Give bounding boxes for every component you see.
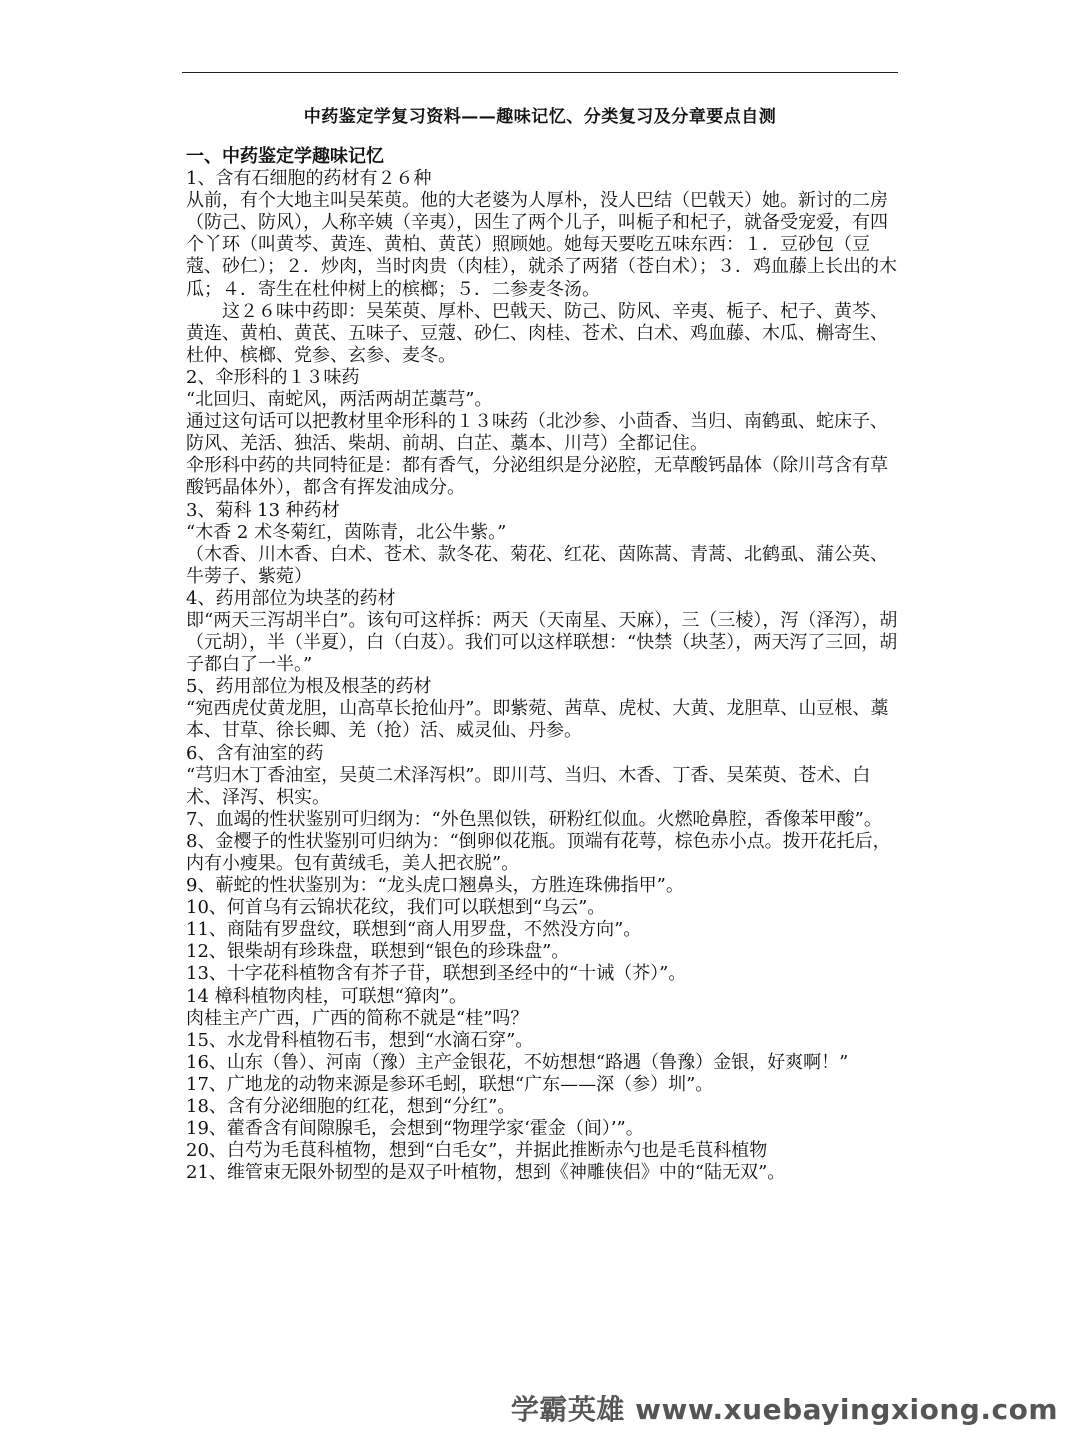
list-item: 8、金樱子的性状鉴别可归纳为：“倒卵似花瓶。顶端有花萼，棕色赤小点。拨开花托后，内有小瘦果。包有黄绒毛，美人把衣脱”。 [186,830,891,874]
list-item: 12、银柴胡有珍珠盘，联想到“银色的珍珠盘”。 [186,941,570,963]
list-item: 19、藿香含有间隙腺毛，会想到“物理学家‘霍金（间）’”。 [186,1118,644,1140]
list-item: 20、白芍为毛茛科植物，想到“白毛女”，并据此推断赤勺也是毛茛科植物 [186,1140,768,1162]
list-item: 21、维管束无限外韧型的是双子叶植物，想到《神雕侠侣》中的“陆无双”。 [186,1162,786,1184]
document-body [186,146,898,1184]
list-item: 10、何首乌有云锦状花纹，我们可以联想到“乌云”。 [186,897,606,919]
paragraph: 通过这句话可以把教材里伞形科的１３味药（北沙参、小茴香、当归、南鹤虱、蛇床子、防风、羌活、独活、柴胡、前胡、白芷、藁本、川芎）全都记住。 [186,411,888,455]
list-item: 11、商陆有罗盘纹，联想到“商人用罗盘，不然没方向”。 [186,919,642,941]
item-heading: 4、药用部位为块茎的药材 [186,587,396,609]
list-item: 9、蕲蛇的性状鉴别为：“龙头虎口翘鼻头，方胜连珠佛指甲”。 [186,875,684,897]
list-item: 肉桂主产广西，广西的简称不就是“桂”吗？ [186,1007,529,1029]
list-item: 18、含有分泌细胞的红花，想到“分红”。 [186,1096,516,1118]
list-item: 14 樟科植物肉桂，可联想“獐肉”。 [186,985,468,1007]
mnemonic-quote: “木香 2 术冬菊红，茵陈青，北公牛紫。” [186,521,507,543]
site-watermark: 学霸英雄 www.xuebayingxiong.com [510,1393,1058,1426]
item-heading: 2、伞形科的１３味药 [186,366,360,388]
list-item: 17、广地龙的动物来源是参环毛蚓，联想“广东——深（参）圳”。 [186,1073,714,1095]
paragraph: 伞形科中药的共同特征是：都有香气，分泌组织是分泌腔，无草酸钙晶体（除川芎含有草酸钙晶体外），都含有挥发油成分。 [186,455,888,499]
paragraph: （木香、川木香、白术、苍术、款冬花、菊花、红花、茵陈蒿、青蒿、北鹤虱、蒲公英、牛蒡子、紫菀） [186,543,888,587]
paragraph: “宛西虎仗黄龙胆，山高草长抢仙丹”。即紫菀、茜草、虎杖、大黄、龙胆草、山豆根、藁本、甘草、徐长卿、羌（抢）活、威灵仙、丹参。 [186,698,889,742]
document-title: 中药鉴定学复习资料——趣味记忆、分类复习及分章要点自测 [303,107,777,127]
item-heading: 3、菊科 13 种药材 [186,499,340,521]
paragraph: 从前，有个大地主叫吴茱萸。他的大老婆为人厚朴，没人巴结（巴戟天）她。新讨的二房（防己、防风），人称辛姨（辛夷），因生了两个儿子，叫栀子和杞子，就备受宠爱，有四个丫环（叫黄芩、黄连、黄柏、黄芪）照顾她。她每天要吃五味东西：１．豆砂包（豆蔻、砂仁）；２．炒肉，当时肉贵（肉桂），就杀了两猪（苍白术）；３．鸡血藤上长出的木瓜；４．寄生在杜仲树上的槟榔；５．二参麦冬汤。 [186,190,897,300]
list-item: 16、山东（鲁）、河南（豫）主产金银花，不妨想想“路遇（鲁豫）金银，好爽啊！” [186,1051,849,1073]
item-heading: 5、药用部位为根及根茎的药材 [186,676,432,698]
top-rule [182,72,898,73]
paragraph: 即“两天三泻胡半白”。该句可这样拆：两天（天南星、天麻），三（三棱），泻（泽泻），胡（元胡），半（半夏），白（白芨）。我们可以这样联想：“快禁（块茎），两天泻了三回，胡子都白了一半。” [186,609,898,676]
item-heading: 6、含有油室的药 [186,742,324,764]
mnemonic-quote: “北回归、南蛇风，两活两胡芷藁芎”。 [186,389,493,411]
section-heading: 一、中药鉴定学趣味记忆 [186,146,384,167]
paragraph: 这２６味中药即：吴茱萸、厚朴、巴戟天、防己、防风、辛夷、栀子、杞子、黄芩、黄连、黄柏、黄芪、五味子、豆蔻、砂仁、肉桂、苍术、白术、鸡血藤、木瓜、槲寄生、杜仲、槟榔、党参、玄参、麦冬。 [186,300,888,366]
list-item: 7、血竭的性状鉴别可归纲为：“外色黑似铁，研粉红似血。火燃呛鼻腔，香像苯甲酸”。 [186,808,882,830]
paragraph: “芎归木丁香油室，吴萸二术泽泻枳”。即川芎、当归、木香、丁香、吴茱萸、苍术、白术、泽泻、枳实。 [186,764,871,808]
list-item: 13、十字花科植物含有芥子苷，联想到圣经中的“十诫（芥）”。 [186,963,687,985]
list-item: 15、水龙骨科植物石韦，想到“水滴石穿”。 [186,1029,534,1051]
item-heading: 1、含有石细胞的药材有２６种 [186,168,432,190]
